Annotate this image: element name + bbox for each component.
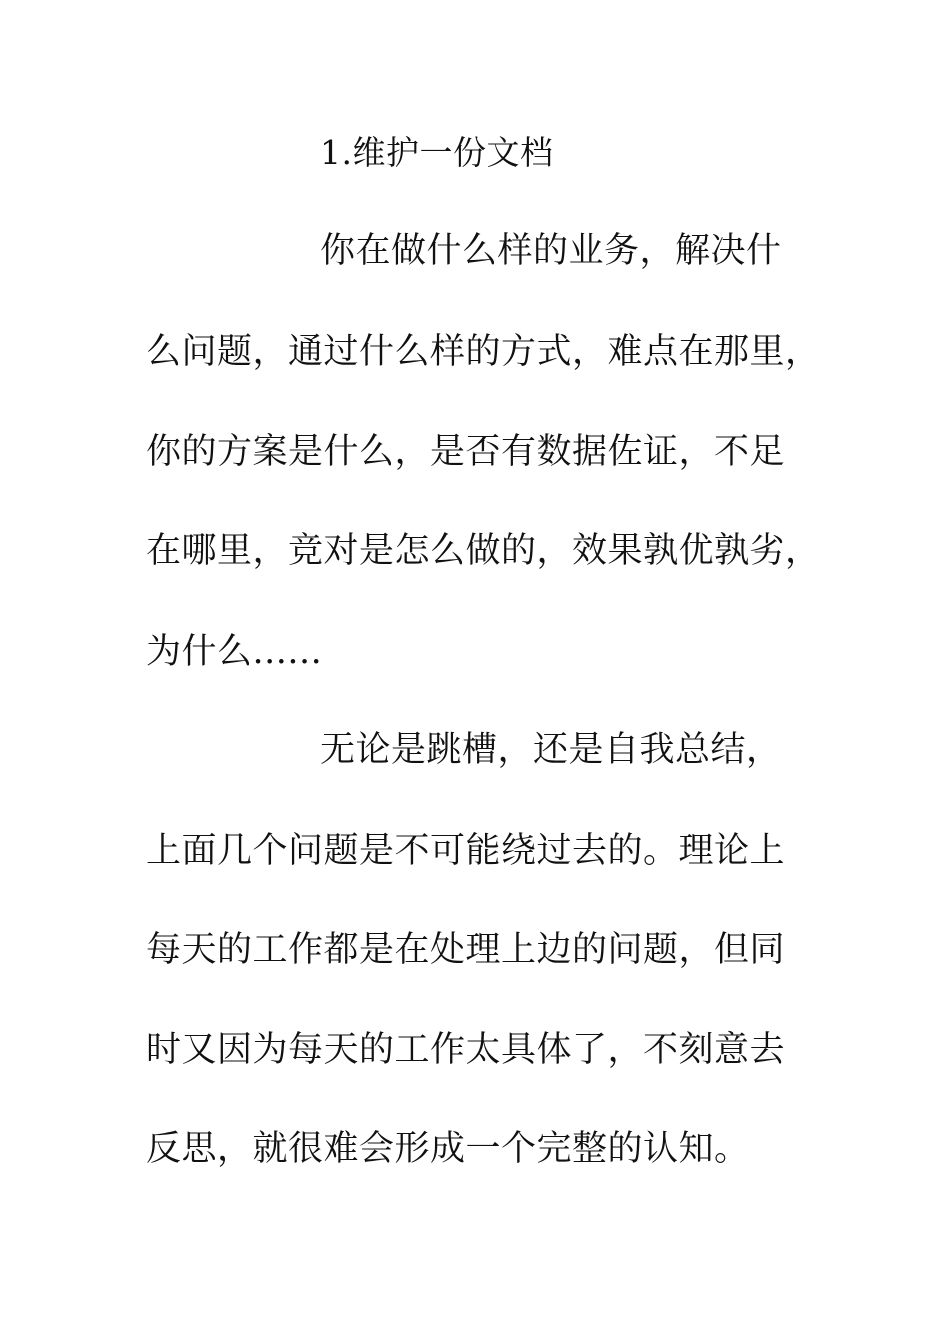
paragraph-line: 无论是跳槽，还是自我总结， bbox=[320, 730, 782, 770]
paragraph-line: 每天的工作都是在处理上边的问题，但同 bbox=[146, 930, 786, 970]
paragraph-line: 你的方案是什么，是否有数据佐证，不足 bbox=[146, 432, 786, 472]
paragraph-line: 在哪里，竞对是怎么做的，效果孰优孰劣， bbox=[146, 531, 821, 571]
paragraph-line: 你在做什么样的业务，解决什 bbox=[320, 231, 782, 271]
paragraph-line: 么问题，通过什么样的方式，难点在那里， bbox=[146, 332, 821, 372]
paragraph-line: 上面几个问题是不可能绕过去的。理论上 bbox=[146, 831, 786, 871]
section-heading: 1.维护一份文档 bbox=[320, 133, 554, 172]
paragraph-line: 时又因为每天的工作太具体了，不刻意去 bbox=[146, 1030, 786, 1070]
paragraph-line: 反思，就很难会形成一个完整的认知。 bbox=[146, 1129, 750, 1169]
paragraph-line: 为什么...... bbox=[146, 632, 323, 672]
